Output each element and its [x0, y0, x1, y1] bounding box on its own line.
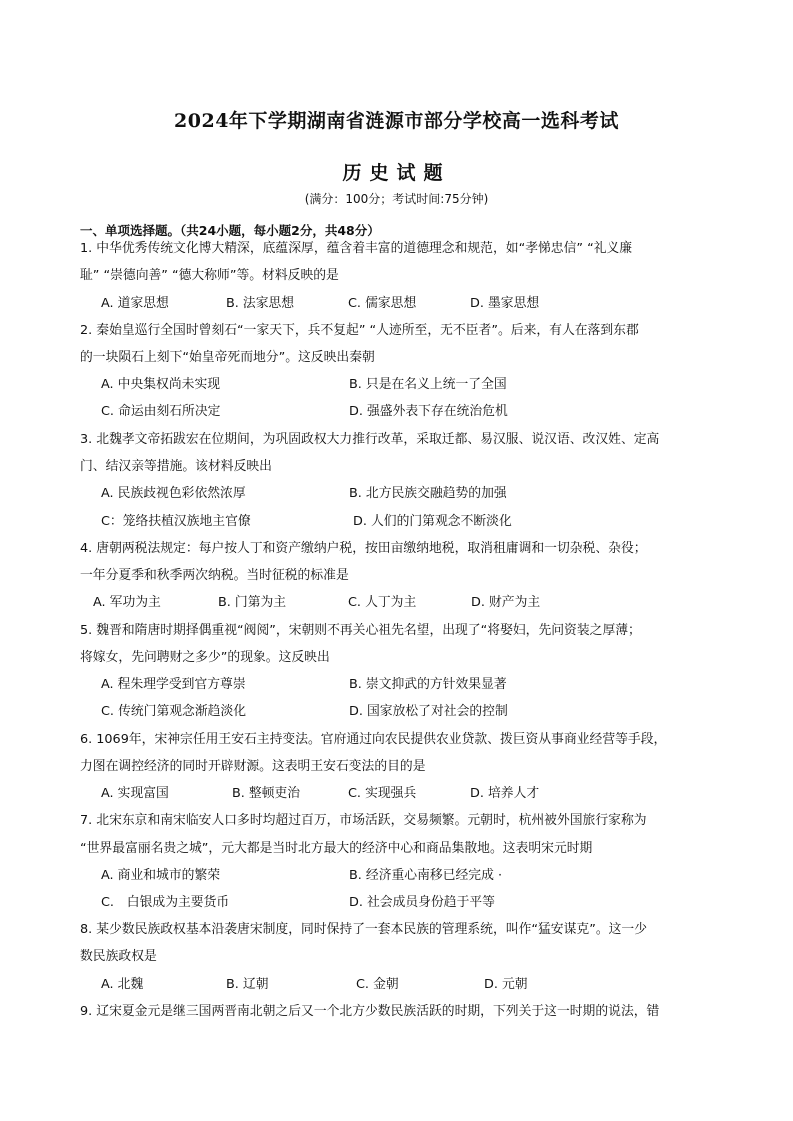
question-1-line-1: 1. 中华优秀传统文化博大精深，底蕴深厚，蕴含着丰富的道德理念和规范，如“孝悌忠信” “礼义廉: [80, 241, 633, 256]
question-5-option-d: D. 国家放松了对社会的控制: [349, 704, 508, 719]
question-2-option-b: B. 只是在名义上统一了全国: [349, 377, 507, 392]
question-7-option-a: A. 商业和城市的繁荣: [101, 868, 221, 883]
question-8-line-1: 8. 某少数民族政权基本沿袭唐宋制度，同时保持了一套本民族的管理系统，叫作“猛安谋克”。这一少: [80, 922, 648, 937]
question-8-line-2: 数民族政权是: [80, 949, 157, 964]
question-1-option-d: D. 墨家思想: [470, 296, 540, 311]
question-5-option-b: B. 崇文抑武的方针效果显著: [349, 677, 507, 692]
question-2-option-a: A. 中央集权尚未实现: [101, 377, 221, 392]
question-5-line-2: 将嫁女，先问聘财之多少”的现象。这反映出: [80, 650, 330, 665]
question-3-option-a: A. 民族歧视色彩依然浓厚: [101, 486, 246, 501]
question-6-option-a: A. 实现富国: [101, 786, 169, 801]
question-4-option-c: C. 人丁为主: [348, 595, 417, 610]
question-8-option-a: A. 北魏: [101, 977, 144, 992]
question-8-option-d: D. 元朝: [484, 977, 528, 992]
question-2-line-2: 的一块陨石上刻下“始皇帝死而地分”。这反映出秦朝: [80, 350, 375, 365]
question-4-option-b: B. 门第为主: [218, 595, 287, 610]
question-5-option-c: C. 传统门第观念渐趋淡化: [101, 704, 247, 719]
section-heading: 一、单项选择题。（共24小题，每小题2分，共48分）: [80, 223, 380, 238]
question-7-option-b: B. 经济重心南移已经完成 ·: [349, 868, 503, 883]
question-6-option-c: C. 实现强兵: [348, 786, 417, 801]
question-1-option-b: B. 法家思想: [226, 296, 295, 311]
question-5-line-1: 5. 魏晋和隋唐时期择偶重视“阀阅”，宋朝则不再关心祖先名望，出现了“将娶妇，先问资装之厚薄；: [80, 623, 641, 638]
question-3-option-c: C：笼络扶植汉族地主官僚: [101, 514, 251, 529]
question-6-option-b: B. 整顿吏治: [232, 786, 301, 801]
question-7-option-d: D. 社会成员身份趋于平等: [349, 895, 495, 910]
question-8-option-b: B. 辽朝: [226, 977, 269, 992]
question-1-option-c: C. 儒家思想: [348, 296, 417, 311]
question-3-option-d: D. 人们的门第观念不断淡化: [353, 514, 512, 529]
question-5-option-a: A. 程朱理学受到官方尊崇: [101, 677, 246, 692]
question-9-line-1: 9. 辽宋夏金元是继三国两晋南北朝之后又一个北方少数民族活跃的时期，下列关于这一时期的说法，错: [80, 1004, 660, 1019]
question-3-option-b: B. 北方民族交融趋势的加强: [349, 486, 507, 501]
question-6-line-1: 6. 1069年，宋神宗任用王安石主持变法。官府通过向农民提供农业贷款、拨巨资从事商业经营等手段，: [80, 732, 667, 747]
exam-subtitle: 历史试题: [342, 162, 451, 184]
question-4-option-a: A. 军功为主: [93, 595, 161, 610]
question-4-line-2: 一年分夏季和秋季两次纳税。当时征税的标准是: [80, 568, 349, 583]
question-2-line-1: 2. 秦始皇巡行全国时曾刻石“一家天下，兵不复起” “人迹所至，无不臣者”。后来，有人在落到东郡: [80, 323, 639, 338]
question-3-line-2: 门、结汉亲等措施。该材料反映出: [80, 459, 272, 474]
question-6-line-2: 力图在调控经济的同时开辟财源。这表明王安石变法的目的是: [80, 759, 426, 774]
question-7-line-1: 7. 北宋东京和南宋临安人口多时均超过百万，市场活跃，交易频繁。元朝时，杭州被外国旅行家称为: [80, 813, 647, 828]
question-4-option-d: D. 财产为主: [471, 595, 541, 610]
question-3-line-1: 3. 北魏孝文帝拓跋宏在位期间，为巩固政权大力推行改革，采取迁都、易汉服、说汉语、改汉姓、定高: [80, 432, 660, 447]
question-6-option-d: D. 培养人才: [470, 786, 540, 801]
question-2-option-d: D. 强盛外表下存在统治危机: [349, 404, 508, 419]
question-1-option-a: A. 道家思想: [101, 296, 169, 311]
question-7-option-c: C. 白银成为主要货币: [101, 895, 230, 910]
question-8-option-c: C. 金朝: [356, 977, 399, 992]
question-4-line-1: 4. 唐朝两税法规定：每户按人丁和资产缴纳户税，按田亩缴纳地税，取消租庸调和一切杂税、杂役；: [80, 541, 647, 556]
question-2-option-c: C. 命运由刻石所决定: [101, 404, 221, 419]
question-1-line-2: 耻” “崇德向善” “德大称师”等。材料反映的是: [80, 268, 339, 283]
question-7-line-2: “世界最富丽名贵之城”，元大都是当时北方最大的经济中心和商品集散地。这表明宋元时期: [80, 841, 593, 856]
exam-title: 2024年下学期湖南省涟源市部分学校高一选科考试: [174, 110, 619, 132]
exam-meta: (满分：100分；考试时间:75分钟): [304, 192, 489, 206]
